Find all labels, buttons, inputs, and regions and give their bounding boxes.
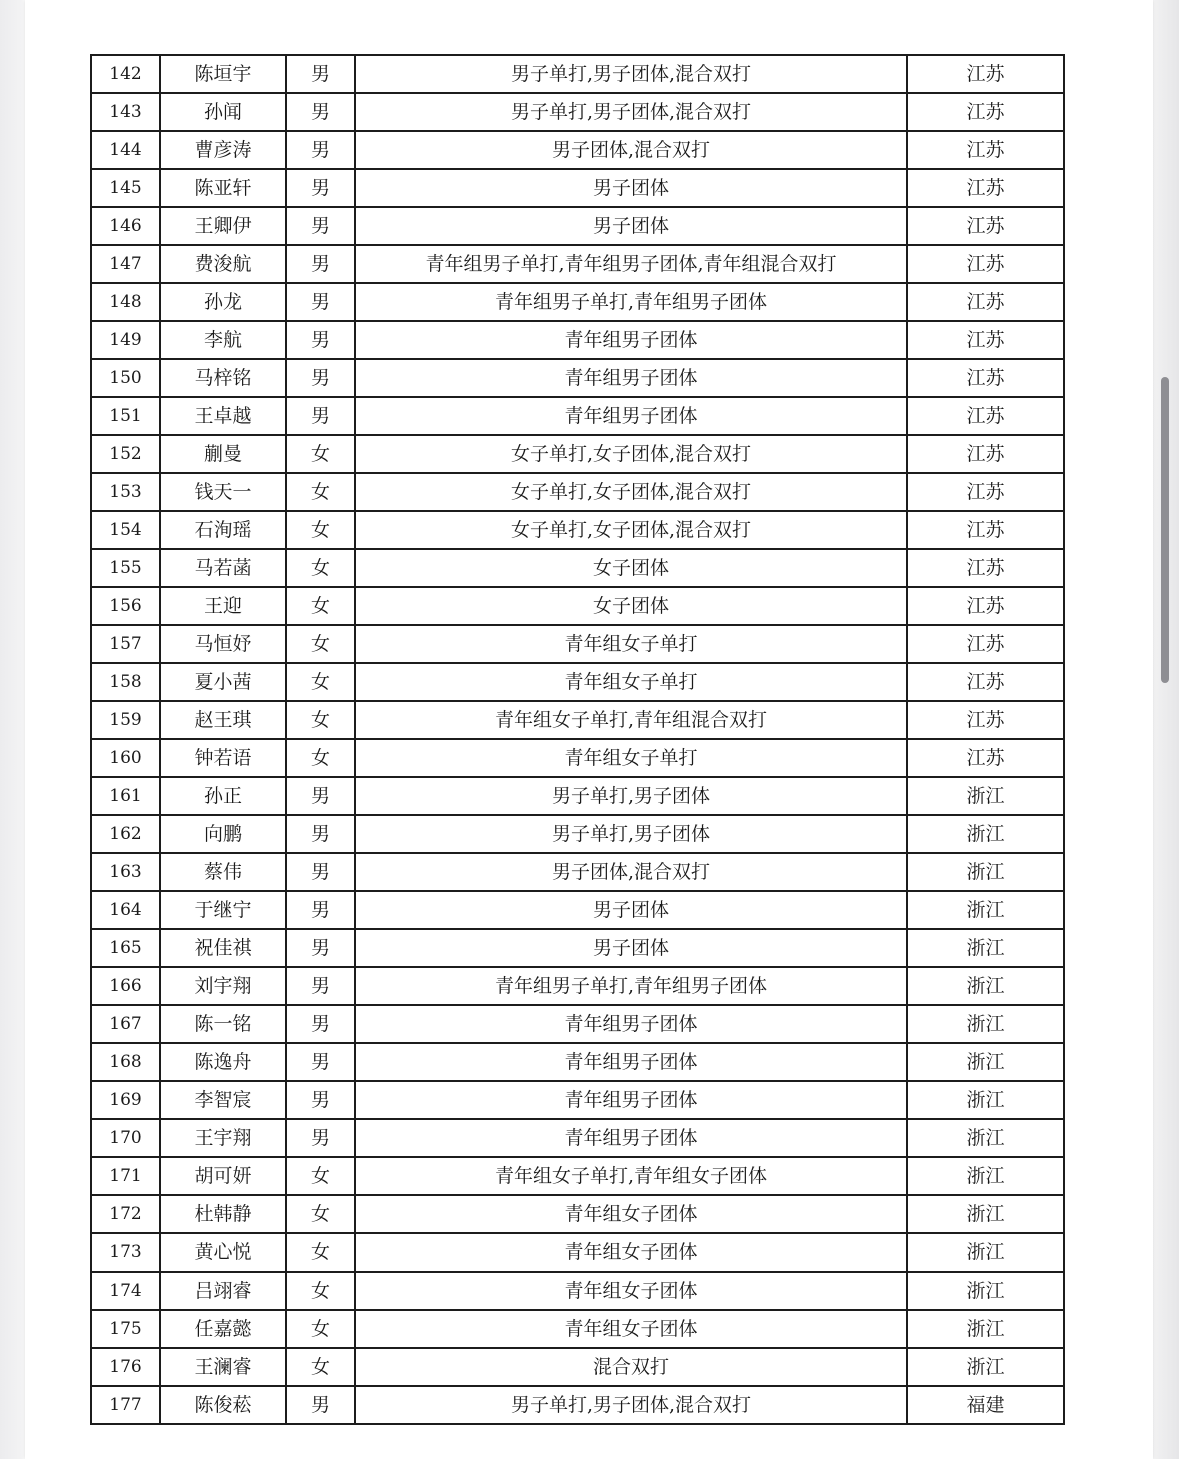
cell-gender: 男 (286, 359, 355, 397)
cell-province: 江苏 (907, 701, 1064, 739)
cell-number: 147 (91, 245, 160, 283)
cell-gender: 男 (286, 929, 355, 967)
cell-events: 青年组女子单打 (355, 663, 907, 701)
table-row (91, 359, 1064, 397)
cell-number: 161 (91, 777, 160, 815)
table-row (91, 93, 1064, 131)
cell-province: 江苏 (907, 321, 1064, 359)
cell-events: 男子单打,男子团体,混合双打 (355, 1386, 907, 1424)
document-page (25, 0, 1153, 1459)
cell-events: 青年组男子单打,青年组男子团体 (355, 967, 907, 1005)
cell-events: 青年组女子单打 (355, 625, 907, 663)
cell-events: 青年组女子团体 (355, 1195, 907, 1233)
cell-gender: 女 (286, 435, 355, 473)
table-row (91, 1310, 1064, 1348)
cell-number: 149 (91, 321, 160, 359)
cell-events: 男子团体,混合双打 (355, 853, 907, 891)
cell-events: 男子团体 (355, 891, 907, 929)
cell-number: 172 (91, 1195, 160, 1233)
cell-number: 169 (91, 1081, 160, 1119)
cell-number: 177 (91, 1386, 160, 1424)
cell-gender: 男 (286, 1119, 355, 1157)
cell-events: 男子单打,男子团体 (355, 777, 907, 815)
table-row (91, 1386, 1064, 1424)
table-row (91, 473, 1064, 511)
cell-number: 153 (91, 473, 160, 511)
table-row (91, 397, 1064, 435)
cell-name: 陈俊菘 (160, 1386, 286, 1424)
cell-events: 男子团体 (355, 169, 907, 207)
cell-gender: 男 (286, 815, 355, 853)
cell-province: 浙江 (907, 1157, 1064, 1195)
cell-province: 浙江 (907, 853, 1064, 891)
cell-province: 浙江 (907, 1310, 1064, 1348)
cell-name: 孙闻 (160, 93, 286, 131)
cell-events: 青年组男子团体 (355, 359, 907, 397)
cell-events: 青年组女子团体 (355, 1310, 907, 1348)
cell-province: 浙江 (907, 891, 1064, 929)
table-row (91, 625, 1064, 663)
cell-province: 浙江 (907, 777, 1064, 815)
table-row (91, 207, 1064, 245)
cell-number: 143 (91, 93, 160, 131)
cell-number: 162 (91, 815, 160, 853)
table-row (91, 929, 1064, 967)
cell-number: 166 (91, 967, 160, 1005)
cell-events: 男子单打,男子团体 (355, 815, 907, 853)
cell-province: 浙江 (907, 1272, 1064, 1310)
cell-gender: 女 (286, 1272, 355, 1310)
cell-number: 144 (91, 131, 160, 169)
cell-gender: 女 (286, 549, 355, 587)
table-row (91, 815, 1064, 853)
cell-name: 李航 (160, 321, 286, 359)
cell-gender: 男 (286, 397, 355, 435)
cell-number: 168 (91, 1043, 160, 1081)
table-row (91, 131, 1064, 169)
cell-name: 孙龙 (160, 283, 286, 321)
cell-province: 浙江 (907, 815, 1064, 853)
cell-name: 刘宇翔 (160, 967, 286, 1005)
cell-name: 吕翊睿 (160, 1272, 286, 1310)
cell-name: 费浚航 (160, 245, 286, 283)
table-row (91, 1272, 1064, 1310)
cell-gender: 男 (286, 169, 355, 207)
cell-events: 女子单打,女子团体,混合双打 (355, 473, 907, 511)
cell-gender: 男 (286, 1386, 355, 1424)
cell-gender: 女 (286, 625, 355, 663)
cell-events: 青年组女子单打,青年组女子团体 (355, 1157, 907, 1195)
cell-gender: 男 (286, 55, 355, 93)
roster-table (90, 54, 1065, 1425)
cell-number: 165 (91, 929, 160, 967)
cell-number: 164 (91, 891, 160, 929)
table-row (91, 853, 1064, 891)
cell-name: 蒯曼 (160, 435, 286, 473)
cell-province: 浙江 (907, 1233, 1064, 1271)
cell-name: 夏小茜 (160, 663, 286, 701)
cell-name: 王卓越 (160, 397, 286, 435)
cell-events: 青年组男子团体 (355, 1043, 907, 1081)
cell-events: 青年组男子团体 (355, 397, 907, 435)
cell-name: 马恒妤 (160, 625, 286, 663)
table-row (91, 967, 1064, 1005)
cell-gender: 男 (286, 1043, 355, 1081)
scrollbar-thumb[interactable] (1161, 377, 1169, 683)
table-row (91, 587, 1064, 625)
cell-name: 于继宁 (160, 891, 286, 929)
cell-province: 江苏 (907, 473, 1064, 511)
cell-events: 男子单打,男子团体,混合双打 (355, 55, 907, 93)
cell-events: 青年组男子单打,青年组男子团体,青年组混合双打 (355, 245, 907, 283)
cell-number: 174 (91, 1272, 160, 1310)
cell-name: 王卿伊 (160, 207, 286, 245)
cell-name: 曹彦涛 (160, 131, 286, 169)
cell-province: 江苏 (907, 245, 1064, 283)
cell-province: 江苏 (907, 625, 1064, 663)
cell-events: 男子团体,混合双打 (355, 131, 907, 169)
cell-number: 155 (91, 549, 160, 587)
cell-province: 江苏 (907, 359, 1064, 397)
cell-events: 青年组女子团体 (355, 1272, 907, 1310)
cell-province: 江苏 (907, 55, 1064, 93)
cell-province: 江苏 (907, 131, 1064, 169)
cell-number: 167 (91, 1005, 160, 1043)
cell-name: 李智宸 (160, 1081, 286, 1119)
cell-province: 浙江 (907, 1195, 1064, 1233)
table-row (91, 245, 1064, 283)
table-row (91, 549, 1064, 587)
cell-province: 江苏 (907, 397, 1064, 435)
cell-gender: 男 (286, 1081, 355, 1119)
table-row (91, 511, 1064, 549)
table-row (91, 1119, 1064, 1157)
table-row (91, 1081, 1064, 1119)
cell-gender: 男 (286, 207, 355, 245)
cell-events: 青年组女子单打,青年组混合双打 (355, 701, 907, 739)
cell-number: 146 (91, 207, 160, 245)
table-row (91, 891, 1064, 929)
cell-province: 江苏 (907, 663, 1064, 701)
cell-events: 青年组男子团体 (355, 321, 907, 359)
cell-name: 王澜睿 (160, 1348, 286, 1386)
cell-number: 176 (91, 1348, 160, 1386)
cell-province: 江苏 (907, 93, 1064, 131)
cell-name: 任嘉懿 (160, 1310, 286, 1348)
table-row (91, 321, 1064, 359)
cell-events: 女子单打,女子团体,混合双打 (355, 511, 907, 549)
cell-name: 钟若语 (160, 739, 286, 777)
cell-name: 钱天一 (160, 473, 286, 511)
cell-number: 175 (91, 1310, 160, 1348)
table-row (91, 663, 1064, 701)
table-row (91, 701, 1064, 739)
cell-number: 151 (91, 397, 160, 435)
table-row (91, 1348, 1064, 1386)
cell-gender: 男 (286, 777, 355, 815)
cell-gender: 女 (286, 473, 355, 511)
cell-province: 浙江 (907, 1043, 1064, 1081)
cell-gender: 男 (286, 131, 355, 169)
cell-number: 156 (91, 587, 160, 625)
cell-events: 男子团体 (355, 207, 907, 245)
cell-province: 浙江 (907, 1348, 1064, 1386)
table-row (91, 1005, 1064, 1043)
cell-gender: 女 (286, 1348, 355, 1386)
cell-gender: 女 (286, 701, 355, 739)
cell-gender: 男 (286, 283, 355, 321)
cell-name: 陈逸舟 (160, 1043, 286, 1081)
cell-name: 王迎 (160, 587, 286, 625)
scrollbar-track[interactable] (1158, 0, 1172, 1459)
cell-province: 浙江 (907, 929, 1064, 967)
table-row (91, 1043, 1064, 1081)
cell-name: 陈垣宇 (160, 55, 286, 93)
cell-name: 石洵瑶 (160, 511, 286, 549)
table-row (91, 169, 1064, 207)
cell-province: 浙江 (907, 1119, 1064, 1157)
cell-name: 马梓铭 (160, 359, 286, 397)
cell-gender: 女 (286, 1233, 355, 1271)
cell-gender: 男 (286, 93, 355, 131)
cell-number: 171 (91, 1157, 160, 1195)
cell-number: 142 (91, 55, 160, 93)
cell-events: 女子团体 (355, 587, 907, 625)
cell-events: 女子团体 (355, 549, 907, 587)
cell-number: 145 (91, 169, 160, 207)
cell-province: 浙江 (907, 1005, 1064, 1043)
cell-name: 胡可妍 (160, 1157, 286, 1195)
cell-province: 江苏 (907, 739, 1064, 777)
cell-gender: 女 (286, 1157, 355, 1195)
cell-province: 江苏 (907, 549, 1064, 587)
cell-events: 青年组男子团体 (355, 1081, 907, 1119)
cell-name: 蔡伟 (160, 853, 286, 891)
cell-number: 173 (91, 1233, 160, 1271)
cell-province: 江苏 (907, 587, 1064, 625)
cell-gender: 女 (286, 1195, 355, 1233)
cell-gender: 男 (286, 967, 355, 1005)
cell-number: 148 (91, 283, 160, 321)
table-row (91, 55, 1064, 93)
cell-gender: 男 (286, 853, 355, 891)
table-row (91, 777, 1064, 815)
cell-name: 向鹏 (160, 815, 286, 853)
cell-province: 江苏 (907, 207, 1064, 245)
table-row (91, 739, 1064, 777)
cell-gender: 男 (286, 1005, 355, 1043)
cell-province: 江苏 (907, 283, 1064, 321)
cell-gender: 女 (286, 587, 355, 625)
cell-gender: 女 (286, 1310, 355, 1348)
table-row (91, 435, 1064, 473)
cell-name: 孙正 (160, 777, 286, 815)
cell-province: 浙江 (907, 1081, 1064, 1119)
cell-gender: 男 (286, 245, 355, 283)
cell-gender: 女 (286, 739, 355, 777)
cell-name: 祝佳祺 (160, 929, 286, 967)
cell-number: 160 (91, 739, 160, 777)
cell-events: 女子单打,女子团体,混合双打 (355, 435, 907, 473)
table-row (91, 1233, 1064, 1271)
cell-province: 江苏 (907, 435, 1064, 473)
cell-events: 男子单打,男子团体,混合双打 (355, 93, 907, 131)
cell-gender: 男 (286, 321, 355, 359)
cell-province: 福建 (907, 1386, 1064, 1424)
cell-number: 159 (91, 701, 160, 739)
cell-number: 154 (91, 511, 160, 549)
cell-events: 混合双打 (355, 1348, 907, 1386)
cell-number: 157 (91, 625, 160, 663)
cell-province: 江苏 (907, 511, 1064, 549)
cell-name: 马若菡 (160, 549, 286, 587)
table-row (91, 283, 1064, 321)
cell-name: 杜韩静 (160, 1195, 286, 1233)
cell-name: 王宇翔 (160, 1119, 286, 1157)
cell-province: 江苏 (907, 169, 1064, 207)
table-row (91, 1195, 1064, 1233)
cell-name: 赵王琪 (160, 701, 286, 739)
cell-events: 青年组男子团体 (355, 1005, 907, 1043)
cell-gender: 女 (286, 663, 355, 701)
cell-province: 浙江 (907, 967, 1064, 1005)
cell-events: 青年组女子单打 (355, 739, 907, 777)
cell-gender: 女 (286, 511, 355, 549)
cell-gender: 男 (286, 891, 355, 929)
roster-table-body (91, 55, 1064, 1424)
cell-number: 152 (91, 435, 160, 473)
cell-name: 黄心悦 (160, 1233, 286, 1271)
cell-number: 150 (91, 359, 160, 397)
table-row (91, 1157, 1064, 1195)
cell-name: 陈一铭 (160, 1005, 286, 1043)
cell-events: 男子团体 (355, 929, 907, 967)
cell-events: 青年组男子团体 (355, 1119, 907, 1157)
cell-number: 163 (91, 853, 160, 891)
cell-events: 青年组男子单打,青年组男子团体 (355, 283, 907, 321)
cell-number: 158 (91, 663, 160, 701)
cell-events: 青年组女子团体 (355, 1233, 907, 1271)
cell-name: 陈亚轩 (160, 169, 286, 207)
cell-number: 170 (91, 1119, 160, 1157)
